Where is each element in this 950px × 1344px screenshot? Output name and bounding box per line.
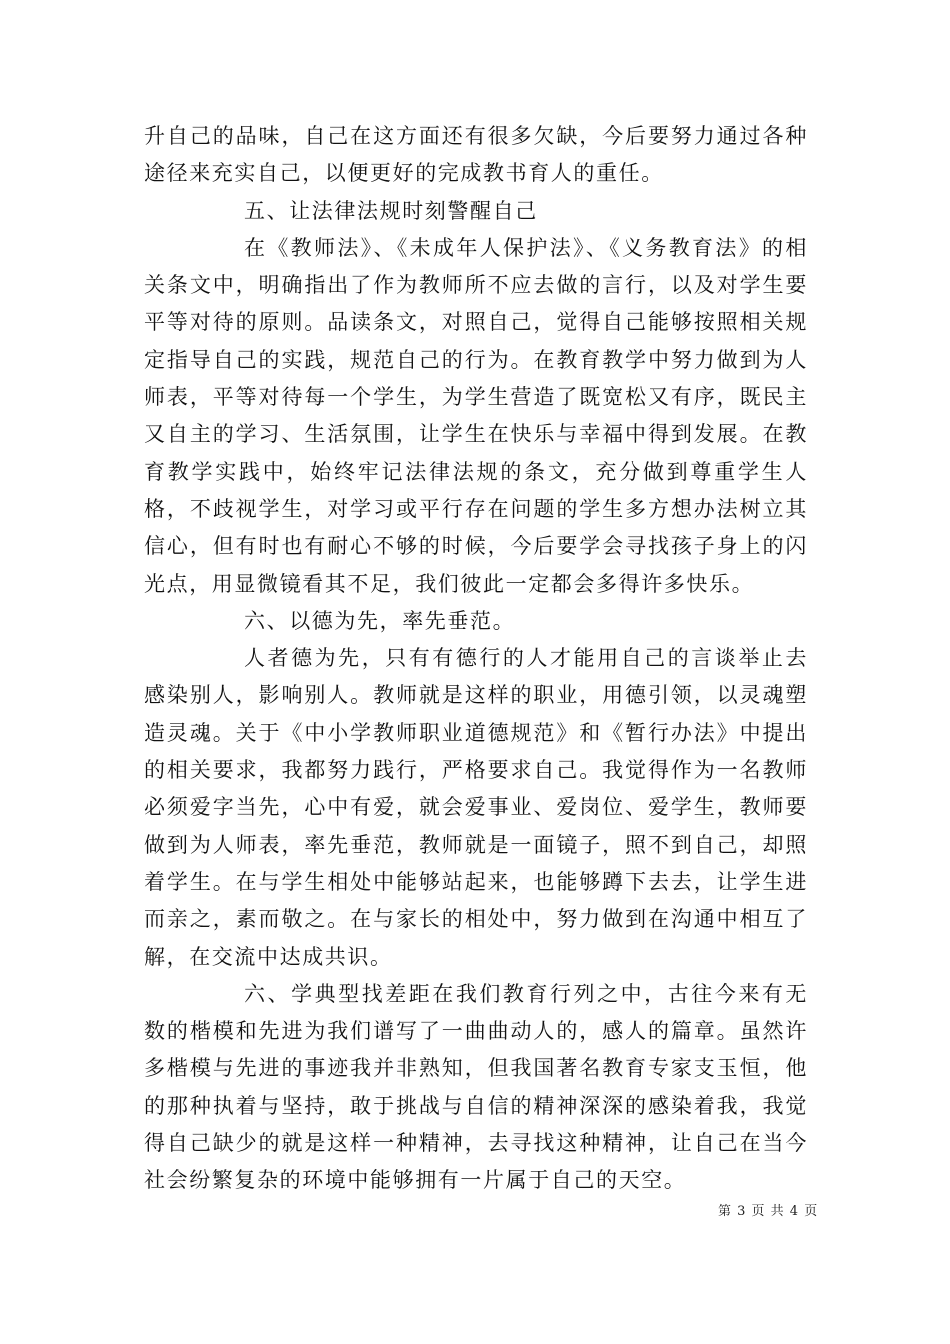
paragraph-role-models: 六、学典型找差距在我们教育行列之中，古往今来有无数的楷模和先进为我们谱写了一曲曲动人的，感人的篇章。虽然许多楷模与先进的事迹我并非熟知，但我国著名教育专家支玉恒，他的那种执着与坚持，敢于挑战与自信的精神深深的感染着我，我觉得自己缺少的就是这样一种精神，去寻找这种精神，让自己在当今社会纷繁复杂的环境中能够拥有一片属于自己的天空。 (144, 981, 808, 1193)
page-indicator: 第 3 页 共 4 页 (718, 1204, 819, 1219)
paragraph-continuation: 升自己的品味，自己在这方面还有很多欠缺，今后要努力通过各种途径来充实自己，以便更好的完成教书育人的重任。 (144, 124, 808, 186)
paragraph-virtue: 人者德为先，只有有德行的人才能用自己的言谈举止去感染别人，影响别人。教师就是这样的职业，用德引领，以灵魂塑造灵魂。关于《中小学教师职业道德规范》和《暂行办法》中提出的相关要求，我都努力践行，严格要求自己。我觉得作为一名教师必须爱字当先，心中有爱，就会爱事业、爱岗位、爱学生，教师要做到为人师表，率先垂范，教师就是一面镜子，照不到自己，却照着学生。在与学生相处中能够站起来，也能够蹲下去去，让学生进而亲之，素而敬之。在与家长的相处中，努力做到在沟通中相互了解，在交流中达成共识。 (144, 646, 808, 969)
document-body (144, 118, 808, 1200)
paragraph-law: 在《教师法》、《未成年人保护法》、《义务教育法》的相关条文中，明确指出了作为教师所不应去做的言行，以及对学生要平等对待的原则。品读条文，对照自己，觉得自己能够按照相关规定指导自己的实践，规范自己的行为。在教育教学中努力做到为人师表，平等对待每一个学生，为学生营造了既宽松又有序，既民主又自主的学习、生活氛围，让学生在快乐与幸福中得到发展。在教育教学实践中，始终牢记法律法规的条文，充分做到尊重学生人格，不歧视学生，对学习或平行存在问题的学生多方想办法树立其信心，但有时也有耐心不够的时候，今后要学会寻找孩子身上的闪光点，用显微镜看其不足，我们彼此一定都会多得许多快乐。 (144, 235, 808, 596)
section-heading-virtue: 六、以德为先，率先垂范。 (244, 608, 516, 633)
section-heading-law: 五、让法律法规时刻警醒自己 (244, 198, 538, 223)
